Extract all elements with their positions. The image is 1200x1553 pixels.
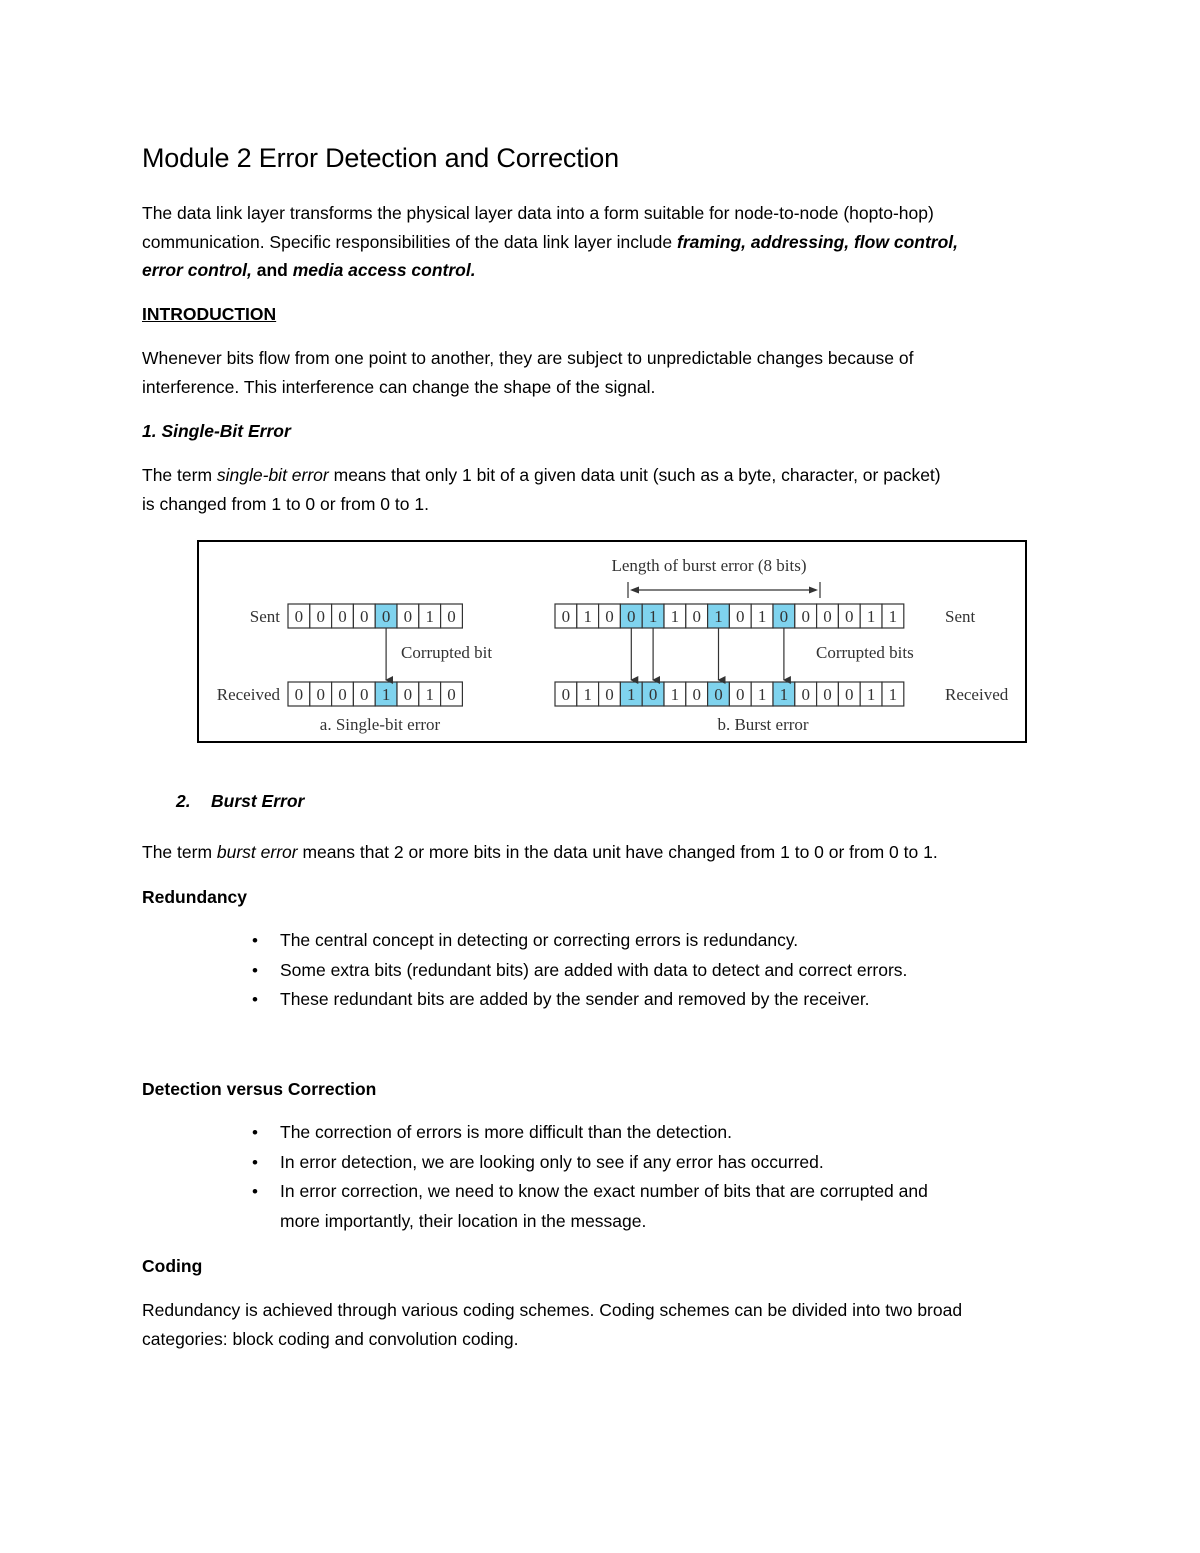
intro-and: and (251, 260, 293, 280)
burst-received-bits (555, 682, 904, 706)
burst-definition (142, 838, 938, 867)
introduction-heading: INTRODUCTION (142, 304, 277, 324)
single-sent-bit: 0 (360, 607, 369, 626)
single-corrupted-label: Corrupted bit (401, 643, 493, 662)
burst-corrupted-label: Corrupted bits (816, 643, 914, 662)
single-sent-bit: 0 (403, 607, 413, 626)
bullet-icon: • (252, 1152, 258, 1172)
single-sent-bit: 0 (447, 607, 456, 626)
burst-post: means that 2 or more bits in the data unit have changed from 1 to 0 or from 0 to 1. (297, 842, 938, 862)
bullet-icon: • (252, 1123, 258, 1142)
burst-received-bit: 0 (736, 685, 745, 704)
single-bit-line-1 (142, 461, 941, 490)
single-received-bit: 0 (338, 685, 347, 704)
burst-length-label: Length of burst error (8 bits) (611, 556, 807, 575)
list-item-text: In error detection, we are looking only to see if any error has occurred. (280, 1151, 824, 1172)
redundancy-heading: Redundancy (142, 887, 248, 907)
list-item-text: The correction of errors is more difficult than the detection. (280, 1122, 732, 1142)
error-types-diagram (199, 542, 1029, 745)
single-sent-bit: 1 (425, 607, 434, 626)
single-bit-post: means that only 1 bit of a given data unit (such as a byte, character, or packet) (328, 465, 941, 485)
detection-list (142, 1118, 1062, 1236)
single-received-bit: 0 (360, 685, 369, 704)
burst-sent-bit: 1 (670, 607, 680, 626)
burst-received-bit: 1 (779, 685, 789, 704)
burst-received-bit: 0 (692, 685, 701, 704)
burst-sent-bit: 0 (561, 607, 571, 626)
coding-heading: Coding (142, 1256, 203, 1276)
single-bit-term: single-bit error (216, 465, 329, 485)
burst-term: burst error (216, 842, 298, 862)
burst-received-bit: 1 (757, 685, 767, 704)
burst-received-bit: 0 (605, 685, 614, 704)
burst-sent-bit: 0 (801, 607, 810, 626)
burst-received-bit: 0 (845, 685, 854, 704)
introduction-line-2: interference. This interference can change the shape of the signal. (142, 377, 656, 397)
burst-sent-bit: 1 (888, 607, 898, 626)
single-received-bit: 0 (316, 685, 325, 704)
burst-caption: b. Burst error (717, 715, 809, 734)
intro-media-access: media access control. (292, 260, 476, 280)
single-bit-line-2: is changed from 1 to 0 or from 0 to 1. (142, 494, 429, 514)
bullet-icon: • (252, 960, 258, 980)
detection-heading: Detection versus Correction (142, 1079, 377, 1099)
intro-framing-terms: framing, addressing, flow control, (677, 232, 958, 252)
single-received-bit: 1 (425, 685, 434, 704)
burst-received-bit: 1 (627, 685, 636, 704)
list-item-text: In error correction, we need to know the exact number of bits that are corrupted and more importantly, their location in the message. (280, 1181, 928, 1231)
burst-pre: The term (142, 842, 217, 862)
single-received-bit: 0 (294, 685, 304, 704)
burst-sent-bit: 1 (583, 607, 592, 626)
single-bit-pre: The term (142, 465, 217, 485)
single-received-bit: 1 (381, 685, 391, 704)
bullet-icon: • (252, 990, 258, 1009)
burst-sent-bit: 1 (866, 607, 876, 626)
single-received-bits (288, 682, 462, 706)
burst-received-bit: 0 (823, 685, 832, 704)
page-title: Module 2 Error Detection and Correction (142, 143, 619, 173)
burst-sent-bit: 0 (692, 607, 701, 626)
single-sent-bit: 0 (316, 607, 325, 626)
single-sent-bits (288, 604, 462, 628)
error-types-figure (197, 540, 1027, 743)
burst-received-bit: 1 (583, 685, 592, 704)
bullet-icon: • (252, 931, 258, 950)
single-received-bit: 0 (403, 685, 413, 704)
burst-sent-label: Sent (945, 607, 976, 626)
burst-sent-bit: 0 (845, 607, 854, 626)
burst-sent-bit: 0 (823, 607, 832, 626)
list-item (142, 1118, 1062, 1148)
burst-sent-bits (555, 604, 904, 628)
burst-sent-bit: 1 (714, 607, 723, 626)
single-received-label: Received (216, 685, 280, 704)
burst-sent-bit: 0 (736, 607, 745, 626)
list-item-text: Some extra bits (redundant bits) are added with data to detect and correct errors. (280, 959, 908, 980)
single-sent-bit: 0 (338, 607, 347, 626)
coding-line-1: Redundancy is achieved through various coding schemes. Coding schemes can be divided into two broad (142, 1300, 963, 1320)
intro-line-1: The data link layer transforms the physical layer data into a form suitable for node-to-node (hopto-hop) (142, 203, 934, 223)
burst-sent-bit: 1 (757, 607, 767, 626)
burst-sent-bit: 0 (627, 607, 636, 626)
burst-received-bit: 0 (714, 685, 723, 704)
list-item (142, 985, 1062, 1015)
single-sent-bit: 0 (381, 607, 391, 626)
burst-received-bit: 1 (866, 685, 876, 704)
burst-received-bit: 0 (561, 685, 571, 704)
burst-received-bit: 0 (801, 685, 810, 704)
intro-error-control: error control, (142, 260, 252, 280)
burst-received-label: Received (945, 685, 1009, 704)
list-item-text: The central concept in detecting or correcting errors is redundancy. (280, 930, 799, 950)
single-received-bit: 0 (447, 685, 456, 704)
intro-line-3 (142, 256, 476, 285)
list-item (142, 1177, 1062, 1236)
burst-sent-bit: 1 (648, 607, 658, 626)
single-sent-bit: 0 (294, 607, 304, 626)
burst-received-bit: 1 (670, 685, 680, 704)
burst-heading-number: 2. (176, 791, 191, 811)
intro-line-2-text: communication. Specific responsibilities of the data link layer include (142, 232, 677, 252)
redundancy-list (142, 926, 1062, 1015)
bullet-icon: • (252, 1182, 258, 1201)
burst-sent-bit: 0 (779, 607, 789, 626)
introduction-line-1: Whenever bits flow from one point to another, they are subject to unpredictable changes because of (142, 348, 914, 368)
intro-line-2 (142, 228, 958, 257)
burst-sent-bit: 0 (605, 607, 614, 626)
list-item-text: These redundant bits are added by the sender and removed by the receiver. (280, 989, 870, 1009)
burst-length-bracket (628, 582, 820, 598)
list-item (142, 1148, 1062, 1178)
burst-received-bit: 0 (648, 685, 658, 704)
single-caption: a. Single-bit error (319, 715, 441, 734)
list-item (142, 926, 1062, 956)
list-item (142, 956, 1062, 986)
single-bit-heading: 1. Single-Bit Error (142, 421, 291, 441)
burst-received-bit: 1 (888, 685, 898, 704)
coding-line-2: categories: block coding and convolution coding. (142, 1329, 519, 1349)
single-sent-label: Sent (249, 607, 280, 626)
burst-heading: Burst Error (211, 791, 305, 811)
